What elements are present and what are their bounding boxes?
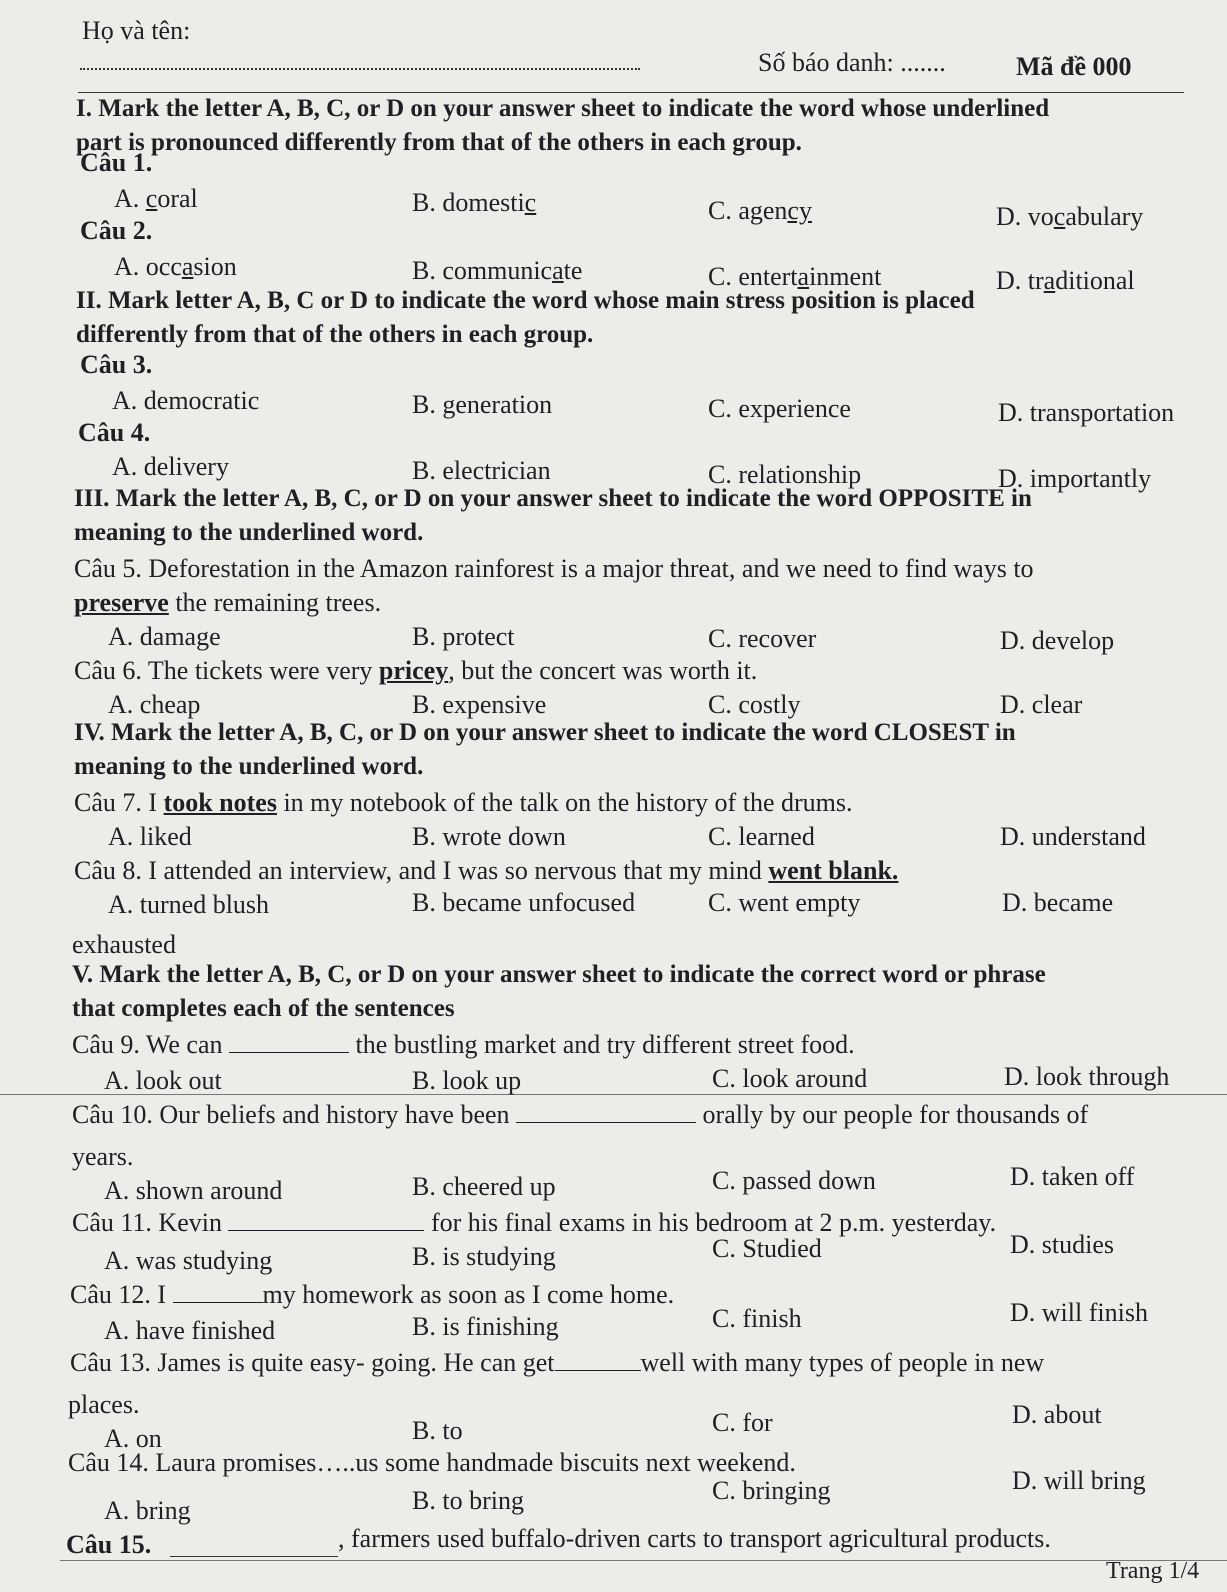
q7-option-d: D. understand — [1000, 822, 1146, 851]
q3-option-d: D. transportation — [998, 398, 1175, 427]
q3-label: Câu 3. — [80, 350, 153, 379]
section-3-title-line1: III. Mark the letter A, B, C, or D on your answer sheet to indicate the word OPPOSITE in — [74, 485, 1032, 512]
q5-option-b: B. protect — [412, 622, 515, 651]
q2-option-a: A. occasion — [114, 252, 237, 281]
section-4-title-line1: IV. Mark the letter A, B, C, or D on your answer sheet to indicate the word CLOSEST in — [74, 719, 1016, 746]
q6-option-c: C. costly — [708, 690, 801, 719]
q4-option-b: B. electrician — [412, 456, 551, 485]
q14-option-b: B. to bring — [412, 1486, 524, 1515]
q13-blank — [555, 1348, 641, 1371]
q12-option-b: B. is finishing — [412, 1312, 559, 1341]
q5-stem-line1: Câu 5. Deforestation in the Amazon rainforest is a major threat, and we need to find ways to — [74, 554, 1034, 583]
header-divider — [78, 92, 1184, 93]
q10-stem: Câu 10. Our beliefs and history have been orally by our people for thousands of — [72, 1100, 1089, 1129]
q10-option-c: C. passed down — [712, 1166, 876, 1195]
q1-option-b: B. domestic — [412, 188, 537, 217]
q2-option-c: C. entertainment — [708, 262, 882, 291]
q14-stem: Câu 14. Laura promises…..us some handmade biscuits next weekend. — [68, 1448, 796, 1477]
q12-option-a: A. have finished — [104, 1316, 276, 1345]
q2-label: Câu 2. — [80, 216, 153, 245]
q13-option-b: B. to — [412, 1416, 463, 1445]
section-1-title-line1: I. Mark the letter A, B, C, or D on your answer sheet to indicate the word whose underlined — [76, 95, 1050, 122]
q10-option-b: B. cheered up — [412, 1172, 556, 1201]
name-dotted-line — [80, 68, 640, 70]
q9-option-b: B. look up — [412, 1066, 522, 1095]
q8-stem: Câu 8. I attended an interview, and I was so nervous that my mind went blank. — [74, 856, 899, 885]
q5-option-a: A. damage — [108, 622, 221, 651]
q1-option-a: A. coral — [114, 184, 198, 213]
q8-option-b: B. became unfocused — [412, 888, 636, 917]
q10-option-d: D. taken off — [1010, 1162, 1135, 1191]
section-1-title-line2: part is pronounced differently from that of the others in each group. — [76, 129, 802, 156]
q14-option-c: C. bringing — [712, 1476, 831, 1505]
q15-blank — [170, 1556, 338, 1557]
q5-stem-line2: preserve the remaining trees. — [74, 588, 382, 617]
q11-option-a: A. was studying — [104, 1246, 273, 1275]
q10-stem-continued: years. — [72, 1142, 134, 1171]
q3-option-b: B. generation — [412, 390, 553, 419]
section-2-title-line2: differently from that of the others in each group. — [76, 321, 594, 348]
section-2-title-line1: II. Mark letter A, B, C or D to indicate the word whose main stress position is placed — [76, 287, 975, 314]
q13-stem: Câu 13. James is quite easy- going. He can get well with many types of people in new — [70, 1348, 1045, 1377]
q12-blank — [173, 1280, 263, 1303]
q10-blank — [516, 1100, 696, 1123]
q14-option-d: D. will bring — [1012, 1466, 1146, 1495]
q6-option-d: D. clear — [1000, 690, 1083, 719]
bottom-line — [60, 1560, 1227, 1561]
q9-stem: Câu 9. We can the bustling market and try different street food. — [72, 1030, 855, 1059]
q11-blank — [228, 1208, 424, 1231]
q9-blank — [229, 1030, 349, 1053]
q5-option-c: C. recover — [708, 624, 817, 653]
name-label: Họ và tên: — [82, 16, 191, 45]
q4-option-a: A. delivery — [112, 452, 229, 481]
q7-option-c: C. learned — [708, 822, 815, 851]
q4-option-c: C. relationship — [708, 460, 862, 489]
q11-stem: Câu 11. Kevin for his final exams in his bedroom at 2 p.m. yesterday. — [72, 1208, 997, 1237]
q8-option-d: D. became — [1002, 888, 1114, 917]
q13-option-d: D. about — [1012, 1400, 1102, 1429]
q6-stem: Câu 6. The tickets were very pricey, but the concert was worth it. — [74, 656, 758, 685]
exam-code: Mã đề 000 — [1016, 52, 1132, 81]
q11-option-b: B. is studying — [412, 1242, 556, 1271]
q11-option-c: C. Studied — [712, 1234, 822, 1263]
q9-option-d: D. look through — [1004, 1062, 1170, 1091]
q3-option-a: A. democratic — [112, 386, 260, 415]
q7-option-b: B. wrote down — [412, 822, 566, 851]
section-4-title-line2: meaning to the underlined word. — [74, 753, 424, 780]
q9-option-a: A. look out — [104, 1066, 222, 1095]
q8-option-a: A. turned blush — [108, 890, 270, 919]
q13-option-a: A. on — [104, 1424, 162, 1453]
q5-option-d: D. develop — [1000, 626, 1115, 655]
q3-option-c: C. experience — [708, 394, 851, 423]
q14-option-a: A. bring — [104, 1496, 191, 1525]
q1-label: Câu 1. — [80, 148, 153, 177]
q6-option-a: A. cheap — [108, 690, 201, 719]
page-number: Trang 1/4 — [1106, 1558, 1200, 1584]
q1-option-c: C. agency — [708, 196, 812, 225]
q8-option-c: C. went empty — [708, 888, 861, 917]
q7-stem: Câu 7. I took notes in my notebook of the talk on the history of the drums. — [74, 788, 853, 817]
section-5-title-line1: V. Mark the letter A, B, C, or D on your answer sheet to indicate the correct word or phrase — [72, 961, 1046, 988]
section-3-title-line2: meaning to the underlined word. — [74, 519, 424, 546]
q7-option-a: A. liked — [108, 822, 192, 851]
q10-option-a: A. shown around — [104, 1176, 283, 1205]
section-5-title-line2: that completes each of the sentences — [72, 995, 455, 1022]
q15-label: Câu 15. — [66, 1530, 152, 1559]
q11-option-d: D. studies — [1010, 1230, 1114, 1259]
q4-option-d: D. importantly — [998, 464, 1152, 493]
q2-option-d: D. traditional — [996, 266, 1135, 295]
q12-stem: Câu 12. I my homework as soon as I come home. — [70, 1280, 675, 1309]
q13-option-c: C. for — [712, 1408, 773, 1437]
q8-option-d-continued: exhausted — [72, 930, 176, 959]
q12-option-d: D. will finish — [1010, 1298, 1148, 1327]
candidate-number-label: Số báo danh: ....... — [758, 48, 946, 77]
q2-option-b: B. communicate — [412, 256, 583, 285]
q1-option-d: D. vocabulary — [996, 202, 1144, 231]
q15-stem: , farmers used buffalo-driven carts to transport agricultural products. — [338, 1524, 1051, 1553]
q12-option-c: C. finish — [712, 1304, 802, 1333]
q9-option-c: C. look around — [712, 1064, 868, 1093]
q4-label: Câu 4. — [78, 418, 151, 447]
q13-stem-continued: places. — [68, 1390, 140, 1419]
q6-option-b: B. expensive — [412, 690, 547, 719]
